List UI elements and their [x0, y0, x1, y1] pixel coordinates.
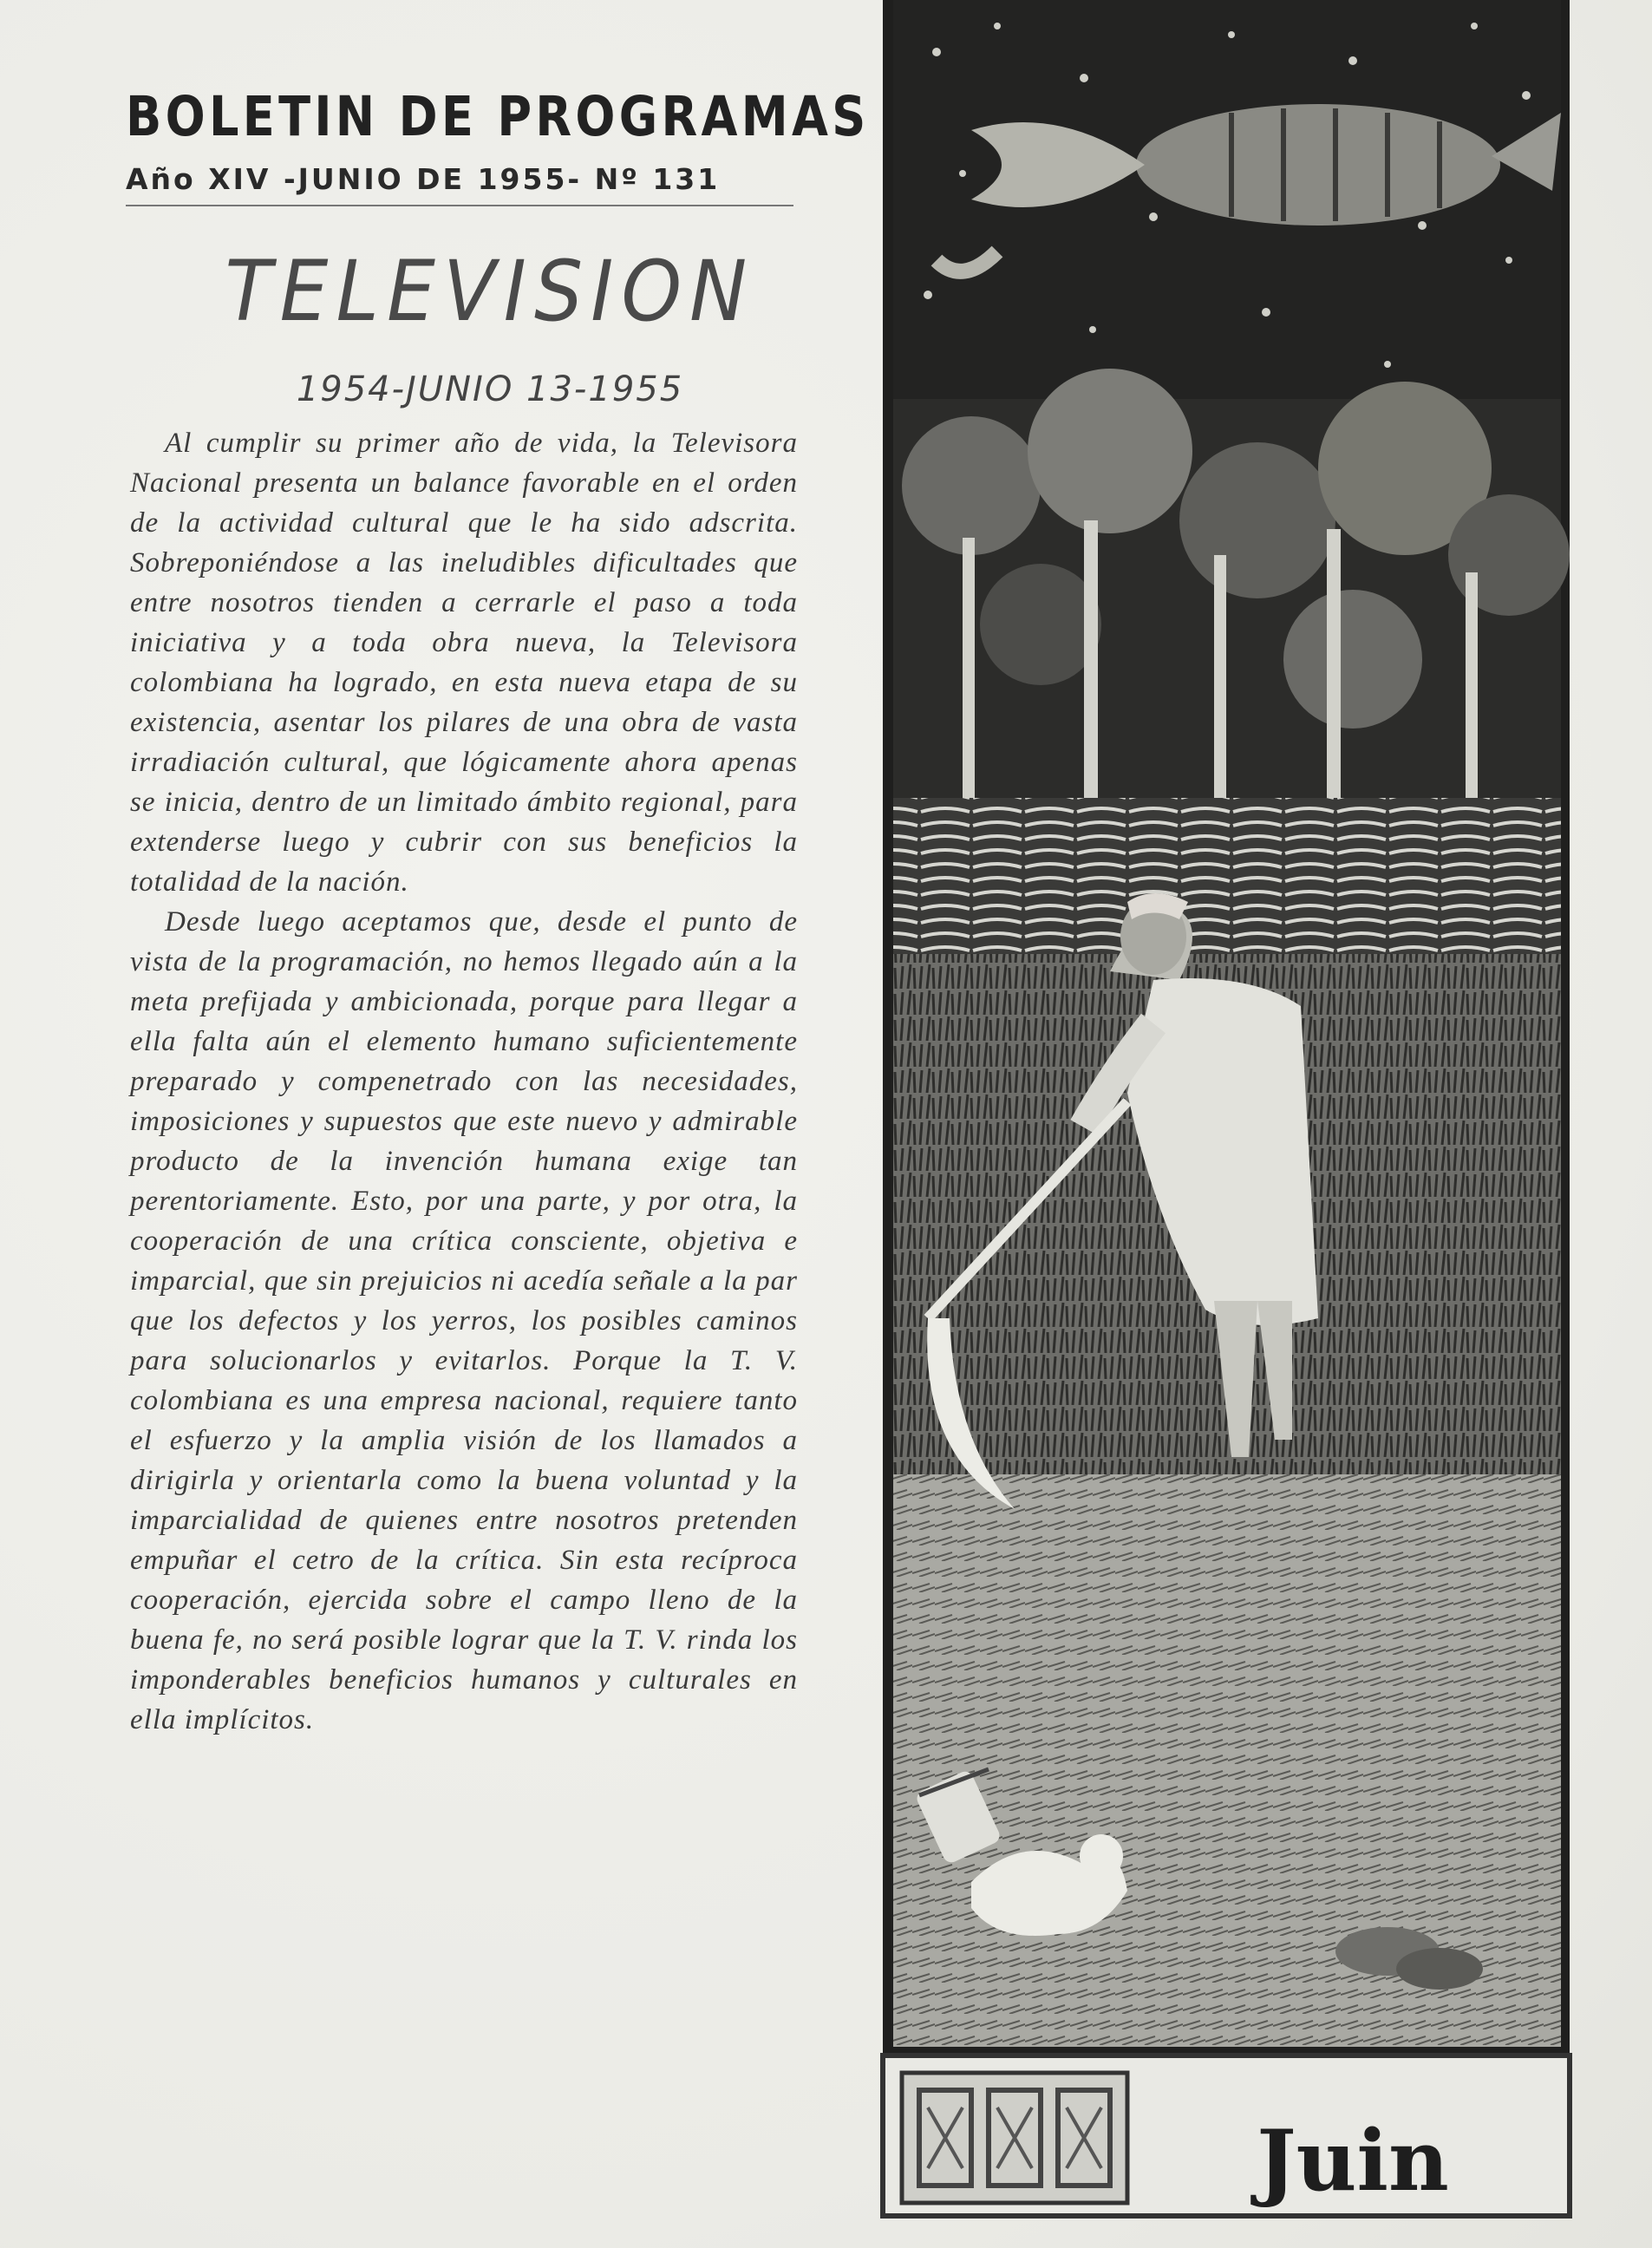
- article-paragraph-1: Al cumplir su primer año de vida, la Televisora Nacional presenta un balance favorable en el orden de la actividad cultural que le ha sido adscrita. Sobreponiéndose a las ineludibles dificultades que entre nosotros tienden a cerrarle el paso a toda iniciativa y a toda obra nueva, la Televisora colombiana ha logrado, en esta nueva etapa de su existencia, asentar los pilares de una obra de vasta irradiación cultural, que lógicamente ahora apenas se inicia, dentro de un limitado ámbito regional, para extenderse luego y cubrir con sus beneficios la totalidad de la nación.: [130, 428, 798, 899]
- wattle-fence: [893, 798, 1561, 954]
- text-column: [126, 85, 870, 1740]
- bulletin-title: BOLETIN DE PROGRAMAS: [126, 85, 870, 148]
- article-body: [130, 423, 798, 1740]
- article-title: TELEVISION: [225, 243, 755, 341]
- ornament-icon: [902, 2073, 1127, 2203]
- article-dates: 1954-JUNIO 13-1955: [296, 369, 684, 410]
- article-paragraph-2: Desde luego aceptamos que, desde el punto de vista de la programación, no hemos llegado aún a la meta prefijada y ambicionada, porque para llegar a ella falta aún el elemento humano suficientemente preparado y compenetrado con las necesidades, imposiciones y supuestos que este nuevo y admirable producto de la invención humana exige tan perentoriamente. Esto, por una parte, y por otra, la cooperación de una crítica consciente, objetiva e imparcial, que sin prejuicios ni acedía señale a la par que los defectos y los yerros, los posibles caminos para solucionarlos y evitarlos. Porque la T. V. colombiana es una empresa nacional, requiere tanto el esfuerzo y la amplia visión de los llamados a dirigirla y orientarla como la buena voluntad y la imparcialidad de quienes entre nosotros pretenden empuñar el cetro de la crítica. Sin esta recíproca cooperación, ejercida sobre el campo lleno de la buena fe, no será posible lograr que la T. V. rinda los imponderables beneficios humanos y culturales en ella implícitos.: [130, 906, 798, 1736]
- night-sky: [893, 0, 1561, 451]
- issue-line: Año XIV -JUNIO DE 1955- Nº 131: [126, 162, 793, 206]
- month-caption: Juin: [1257, 2112, 1449, 2210]
- tree-grove: [893, 369, 1570, 815]
- june-calendar-illustration: [867, 0, 1578, 2248]
